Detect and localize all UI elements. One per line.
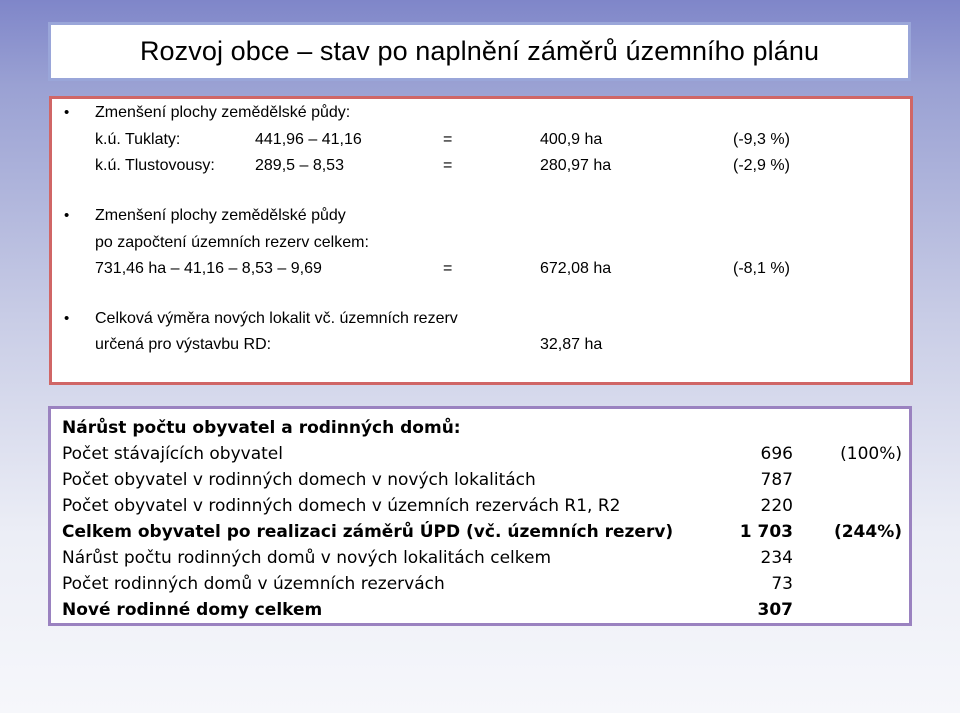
result-percent: (-9,3 %): [733, 131, 790, 148]
table-row: [62, 442, 902, 466]
row-value: 787: [760, 470, 793, 490]
equals-sign: =: [443, 131, 453, 148]
cadastre-name: k.ú. Tuklaty:: [95, 131, 181, 148]
row-label: Nové rodinné domy celkem: [62, 600, 323, 620]
row-label: Počet stávajících obyvatel: [62, 444, 283, 464]
bullet2-line1: Zmenšení plochy zemědělské půdy: [95, 207, 346, 224]
bullet3-line2: určená pro výstavbu RD:: [95, 336, 272, 353]
row-value: 220: [760, 496, 793, 516]
row-label: Počet obyvatel v rodinných domech v nových lokalitách: [62, 470, 536, 490]
row-value: 1 703: [739, 522, 793, 542]
row-value: 696: [760, 444, 793, 464]
calculation: 731,46 ha – 41,16 – 8,53 – 9,69: [95, 260, 322, 277]
row-label: Počet obyvatel v rodinných domech v územních rezervách R1, R2: [62, 496, 621, 516]
result-area: 280,97 ha: [540, 157, 612, 174]
result-area: 672,08 ha: [540, 260, 612, 277]
title-box: [48, 22, 911, 81]
table-row: [62, 546, 902, 570]
table-heading-text: Nárůst počtu obyvatel a rodinných domů:: [62, 418, 461, 438]
result-percent: (-2,9 %): [733, 157, 790, 174]
equals-sign: =: [443, 157, 453, 174]
table-row: [62, 468, 902, 492]
cadastre-name: k.ú. Tlustovousy:: [95, 157, 215, 174]
row-value: 307: [757, 600, 793, 620]
table-row: [62, 598, 902, 622]
row-label: Celkem obyvatel po realizaci záměrů ÚPD (vč. územních rezerv): [62, 522, 674, 542]
row-value: 234: [760, 548, 793, 568]
bullet-dot: •: [64, 104, 70, 121]
bullet1-heading: Zmenšení plochy zemědělské půdy:: [95, 104, 351, 121]
calculation: 289,5 – 8,53: [255, 157, 344, 174]
result-percent: (-8,1 %): [733, 260, 790, 277]
table-row: [62, 494, 902, 518]
bullet-dot: •: [64, 207, 70, 224]
table-row: [62, 572, 902, 596]
slide-title: Rozvoj obce – stav po naplnění záměrů územního plánu: [139, 36, 820, 66]
row-percent: (100%): [840, 444, 902, 464]
table-row: [62, 520, 902, 544]
calculation: 441,96 – 41,16: [255, 131, 362, 148]
population-panel: [48, 406, 912, 626]
equals-sign: =: [443, 260, 453, 277]
land-area-panel: [49, 96, 913, 385]
table-heading: [62, 416, 902, 440]
bullet3-line1: Celková výměra nových lokalit vč. územních rezerv: [95, 310, 458, 327]
row-value: 73: [771, 574, 793, 594]
row-label: Počet rodinných domů v územních rezervách: [62, 574, 445, 594]
result-area: 400,9 ha: [540, 131, 603, 148]
bullet2-line2: po započtení územních rezerv celkem:: [95, 234, 369, 251]
bullet3-value: 32,87 ha: [540, 336, 603, 353]
row-percent: (244%): [833, 522, 902, 542]
bullet-dot: •: [64, 310, 70, 327]
row-label: Nárůst počtu rodinných domů v nových lokalitách celkem: [62, 548, 552, 568]
